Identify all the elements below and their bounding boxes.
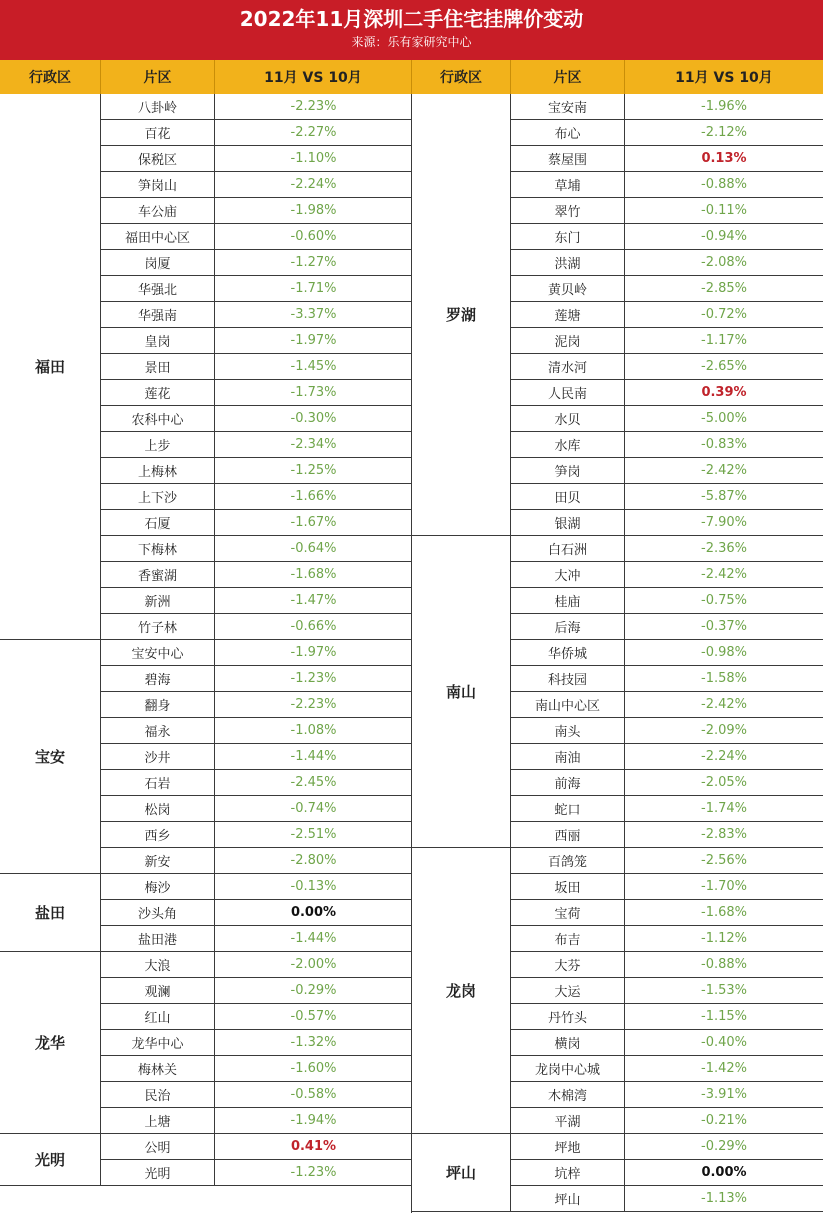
area-name: 松岗 [101, 796, 215, 822]
price-change-value: -2.80% [215, 848, 412, 874]
price-change-value: -1.58% [625, 666, 823, 692]
area-name: 碧海 [101, 666, 215, 692]
area-name: 布吉 [511, 926, 625, 952]
price-change-value: -0.40% [625, 1030, 823, 1056]
area-name: 西乡 [101, 822, 215, 848]
header-district-left: 行政区 [0, 60, 101, 94]
area-name: 翻身 [101, 692, 215, 718]
price-change-value: -1.70% [625, 874, 823, 900]
price-change-value: -3.91% [625, 1082, 823, 1108]
price-change-value: -1.97% [215, 640, 412, 666]
area-name: 洪湖 [511, 250, 625, 276]
area-name: 前海 [511, 770, 625, 796]
area-name: 坑梓 [511, 1160, 625, 1186]
price-change-value: -2.42% [625, 458, 823, 484]
price-change-value: -2.42% [625, 692, 823, 718]
area-name: 竹子林 [101, 614, 215, 640]
area-name: 福田中心区 [101, 224, 215, 250]
area-name: 莲塘 [511, 302, 625, 328]
price-change-value: -2.24% [215, 172, 412, 198]
district-name: 南山 [412, 536, 511, 848]
price-change-value: -0.83% [625, 432, 823, 458]
area-name: 大浪 [101, 952, 215, 978]
price-change-value: -0.94% [625, 224, 823, 250]
area-name: 东门 [511, 224, 625, 250]
area-name: 宝荷 [511, 900, 625, 926]
price-change-value: -1.17% [625, 328, 823, 354]
header-district-right: 行政区 [412, 60, 511, 94]
area-name: 上塘 [101, 1108, 215, 1134]
header-area-right: 片区 [511, 60, 625, 94]
price-change-value: -1.71% [215, 276, 412, 302]
area-name: 福永 [101, 718, 215, 744]
price-change-value: -1.96% [625, 94, 823, 120]
price-change-value: -1.23% [215, 1160, 412, 1186]
area-name: 宝安中心 [101, 640, 215, 666]
area-name: 蔡屋围 [511, 146, 625, 172]
area-name: 笋岗 [511, 458, 625, 484]
price-change-value: -2.56% [625, 848, 823, 874]
area-name: 南头 [511, 718, 625, 744]
price-change-value: -0.74% [215, 796, 412, 822]
area-name: 华强北 [101, 276, 215, 302]
price-change-value: -2.23% [215, 94, 412, 120]
area-name: 岗厦 [101, 250, 215, 276]
area-name: 光明 [101, 1160, 215, 1186]
area-name: 八卦岭 [101, 94, 215, 120]
header-area-left: 片区 [101, 60, 215, 94]
area-name: 保税区 [101, 146, 215, 172]
area-name: 观澜 [101, 978, 215, 1004]
area-name: 后海 [511, 614, 625, 640]
area-name: 香蜜湖 [101, 562, 215, 588]
price-change-value: -0.29% [625, 1134, 823, 1160]
price-change-value: -2.23% [215, 692, 412, 718]
area-name: 西丽 [511, 822, 625, 848]
area-name: 泥岗 [511, 328, 625, 354]
price-change-value: -2.00% [215, 952, 412, 978]
page-title: 2022年11月深圳二手住宅挂牌价变动 [239, 7, 584, 31]
center-divider [411, 94, 412, 1213]
area-name: 百花 [101, 120, 215, 146]
area-name: 沙井 [101, 744, 215, 770]
price-change-value: -0.66% [215, 614, 412, 640]
price-change-value: -1.45% [215, 354, 412, 380]
area-name: 白石洲 [511, 536, 625, 562]
area-name: 丹竹头 [511, 1004, 625, 1030]
price-change-value: -1.53% [625, 978, 823, 1004]
price-change-value: 0.00% [215, 900, 412, 926]
price-change-value: -1.67% [215, 510, 412, 536]
price-change-value: -1.68% [625, 900, 823, 926]
area-name: 横岗 [511, 1030, 625, 1056]
area-name: 银湖 [511, 510, 625, 536]
area-name: 石厦 [101, 510, 215, 536]
area-name: 莲花 [101, 380, 215, 406]
area-name: 红山 [101, 1004, 215, 1030]
price-change-value: -2.34% [215, 432, 412, 458]
price-change-value: -2.12% [625, 120, 823, 146]
price-change-value: -1.98% [215, 198, 412, 224]
price-change-value: -2.85% [625, 276, 823, 302]
price-change-value: -2.27% [215, 120, 412, 146]
price-change-value: -0.88% [625, 952, 823, 978]
area-name: 大芬 [511, 952, 625, 978]
price-change-value: -0.11% [625, 198, 823, 224]
price-change-value: -3.37% [215, 302, 412, 328]
price-change-table [0, 94, 823, 1213]
price-change-value: -1.12% [625, 926, 823, 952]
price-change-value: -1.23% [215, 666, 412, 692]
area-name: 坂田 [511, 874, 625, 900]
area-name: 新安 [101, 848, 215, 874]
price-change-value: -1.10% [215, 146, 412, 172]
price-change-value: 0.13% [625, 146, 823, 172]
price-change-value: -0.75% [625, 588, 823, 614]
area-name: 新洲 [101, 588, 215, 614]
price-change-value: -0.37% [625, 614, 823, 640]
area-name: 下梅林 [101, 536, 215, 562]
price-change-value: -0.13% [215, 874, 412, 900]
price-change-value: -0.64% [215, 536, 412, 562]
price-change-value: -1.47% [215, 588, 412, 614]
price-change-value: -1.68% [215, 562, 412, 588]
district-name: 罗湖 [412, 94, 511, 536]
area-name: 华强南 [101, 302, 215, 328]
price-change-value: -2.36% [625, 536, 823, 562]
district-name: 坪山 [412, 1134, 511, 1212]
area-name: 百鸽笼 [511, 848, 625, 874]
area-name: 桂庙 [511, 588, 625, 614]
price-change-value: 0.39% [625, 380, 823, 406]
header-change-left: 11月 VS 10月 [215, 60, 412, 94]
price-change-value: -1.73% [215, 380, 412, 406]
area-name: 石岩 [101, 770, 215, 796]
price-change-value: 0.41% [215, 1134, 412, 1160]
area-name: 坪山 [511, 1186, 625, 1212]
district-name: 盐田 [0, 874, 101, 952]
price-change-value: -1.32% [215, 1030, 412, 1056]
area-name: 车公庙 [101, 198, 215, 224]
source-note: 来源：乐有家研究中心 [351, 35, 472, 49]
price-change-value: -0.88% [625, 172, 823, 198]
price-change-value: -2.42% [625, 562, 823, 588]
district-name: 宝安 [0, 640, 101, 874]
title-banner [0, 0, 823, 60]
price-change-value: 0.00% [625, 1160, 823, 1186]
price-change-value: -1.94% [215, 1108, 412, 1134]
price-change-value: -5.87% [625, 484, 823, 510]
price-change-value: -1.42% [625, 1056, 823, 1082]
area-name: 梅林关 [101, 1056, 215, 1082]
district-name: 龙华 [0, 952, 101, 1134]
area-name: 清水河 [511, 354, 625, 380]
area-name: 皇岗 [101, 328, 215, 354]
area-name: 宝安南 [511, 94, 625, 120]
price-change-value: -1.60% [215, 1056, 412, 1082]
area-name: 盐田港 [101, 926, 215, 952]
area-name: 蛇口 [511, 796, 625, 822]
price-change-value: -2.65% [625, 354, 823, 380]
price-change-value: -0.29% [215, 978, 412, 1004]
price-change-value: -1.44% [215, 744, 412, 770]
price-change-value: -1.97% [215, 328, 412, 354]
area-name: 科技园 [511, 666, 625, 692]
area-name: 平湖 [511, 1108, 625, 1134]
price-change-value: -1.15% [625, 1004, 823, 1030]
district-name: 福田 [0, 94, 101, 640]
area-name: 农科中心 [101, 406, 215, 432]
area-name: 南山中心区 [511, 692, 625, 718]
area-name: 华侨城 [511, 640, 625, 666]
area-name: 木棉湾 [511, 1082, 625, 1108]
area-name: 南油 [511, 744, 625, 770]
district-name: 光明 [0, 1134, 101, 1186]
district-name: 龙岗 [412, 848, 511, 1134]
price-change-value: -2.05% [625, 770, 823, 796]
area-name: 笋岗山 [101, 172, 215, 198]
area-name: 上梅林 [101, 458, 215, 484]
area-name: 景田 [101, 354, 215, 380]
area-name: 龙华中心 [101, 1030, 215, 1056]
price-change-value: -0.57% [215, 1004, 412, 1030]
area-name: 公明 [101, 1134, 215, 1160]
area-name: 上步 [101, 432, 215, 458]
price-change-value: -5.00% [625, 406, 823, 432]
header-change-right: 11月 VS 10月 [625, 60, 823, 94]
area-name: 水库 [511, 432, 625, 458]
price-change-value: -1.25% [215, 458, 412, 484]
price-change-value: -2.45% [215, 770, 412, 796]
area-name: 田贝 [511, 484, 625, 510]
area-name: 沙头角 [101, 900, 215, 926]
area-name: 水贝 [511, 406, 625, 432]
price-change-value: -0.98% [625, 640, 823, 666]
price-change-value: -1.74% [625, 796, 823, 822]
area-name: 坪地 [511, 1134, 625, 1160]
price-change-value: -2.51% [215, 822, 412, 848]
price-change-value: -0.60% [215, 224, 412, 250]
area-name: 梅沙 [101, 874, 215, 900]
area-name: 人民南 [511, 380, 625, 406]
area-name: 黄贝岭 [511, 276, 625, 302]
price-change-value: -0.21% [625, 1108, 823, 1134]
price-change-value: -1.44% [215, 926, 412, 952]
area-name: 大运 [511, 978, 625, 1004]
area-name: 上下沙 [101, 484, 215, 510]
area-name: 草埔 [511, 172, 625, 198]
area-name: 大冲 [511, 562, 625, 588]
price-change-value: -0.72% [625, 302, 823, 328]
area-name: 民治 [101, 1082, 215, 1108]
area-name: 龙岗中心城 [511, 1056, 625, 1082]
price-change-value: -1.08% [215, 718, 412, 744]
price-change-value: -7.90% [625, 510, 823, 536]
price-change-value: -2.24% [625, 744, 823, 770]
price-change-value: -2.08% [625, 250, 823, 276]
area-name: 布心 [511, 120, 625, 146]
price-change-value: -0.58% [215, 1082, 412, 1108]
price-change-value: -2.83% [625, 822, 823, 848]
price-change-value: -1.13% [625, 1186, 823, 1212]
price-change-value: -1.27% [215, 250, 412, 276]
price-change-value: -2.09% [625, 718, 823, 744]
price-change-value: -1.66% [215, 484, 412, 510]
price-change-value: -0.30% [215, 406, 412, 432]
area-name: 翠竹 [511, 198, 625, 224]
